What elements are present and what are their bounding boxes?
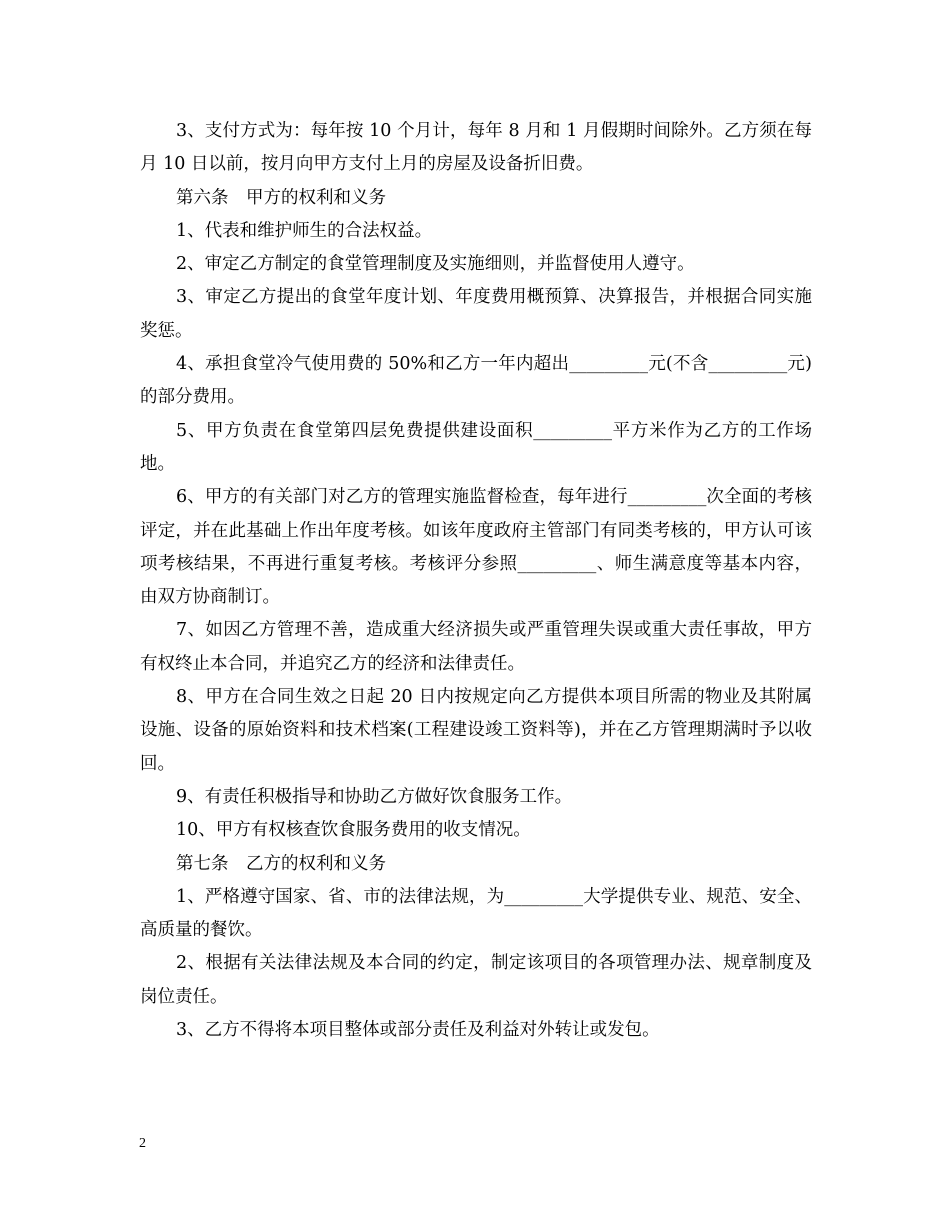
paragraph: 3、乙方不得将本项目整体或部分责任及利益对外转让或发包。 bbox=[176, 1020, 660, 1041]
paragraph: 7、如因乙方管理不善，造成重大经济损失或严重管理失误或重大责任事故，甲方有权终止本合同，并追究乙方的经济和法律责任。 bbox=[140, 620, 812, 674]
section-heading: 第七条 乙方的权利和义务 bbox=[176, 853, 386, 874]
section-heading: 第六条 甲方的权利和义务 bbox=[176, 187, 386, 208]
paragraph: 6、甲方的有关部门对乙方的管理实施监督检查，每年进行_________次全面的考核评定，并在此基础上作出年度考核。如该年度政府主管部门有同类考核的，甲方认可该项考核结果，不再进行重复考核。考核评分参照_________、师生满意度等基本内容，由双方协商制订。 bbox=[140, 487, 812, 608]
paragraph: 2、根据有关法律法规及本合同的约定，制定该项目的各项管理办法、规章制度及岗位责任。 bbox=[140, 953, 812, 1007]
paragraph: 10、甲方有权核查饮食服务费用的收支情况。 bbox=[176, 820, 531, 841]
paragraph: 9、有责任积极指导和协助乙方做好饮食服务工作。 bbox=[176, 786, 573, 807]
paragraph: 3、审定乙方提出的食堂年度计划、年度费用概预算、决算报告，并根据合同实施奖惩。 bbox=[140, 287, 812, 341]
paragraph: 5、甲方负责在食堂第四层免费提供建设面积_________平方米作为乙方的工作场地。 bbox=[140, 420, 812, 474]
paragraph: 1、严格遵守国家、省、市的法律法规，为_________大学提供专业、规范、安全、高质量的餐饮。 bbox=[140, 886, 812, 941]
paragraph: 1、代表和维护师生的合法权益。 bbox=[176, 220, 433, 241]
paragraph: 2、审定乙方制定的食堂管理制度及实施细则，并监督使用人遵守。 bbox=[176, 254, 695, 275]
document-body bbox=[140, 115, 812, 1047]
page-number: 2 bbox=[139, 1136, 146, 1151]
paragraph: 3、支付方式为：每年按 10 个月计，每年 8 月和 1 月假期时间除外。乙方须在每月 10 日以前，按月向甲方支付上月的房屋及设备折旧费。 bbox=[140, 121, 812, 175]
paragraph: 8、甲方在合同生效之日起 20 日内按规定向乙方提供本项目所需的物业及其附属设施、设备的原始资料和技术档案(工程建设竣工资料等)，并在乙方管理期满时予以收回。 bbox=[140, 687, 812, 774]
paragraph: 4、承担食堂冷气使用费的 50%和乙方一年内超出_________元(不含_________元)的部分费用。 bbox=[140, 354, 812, 408]
